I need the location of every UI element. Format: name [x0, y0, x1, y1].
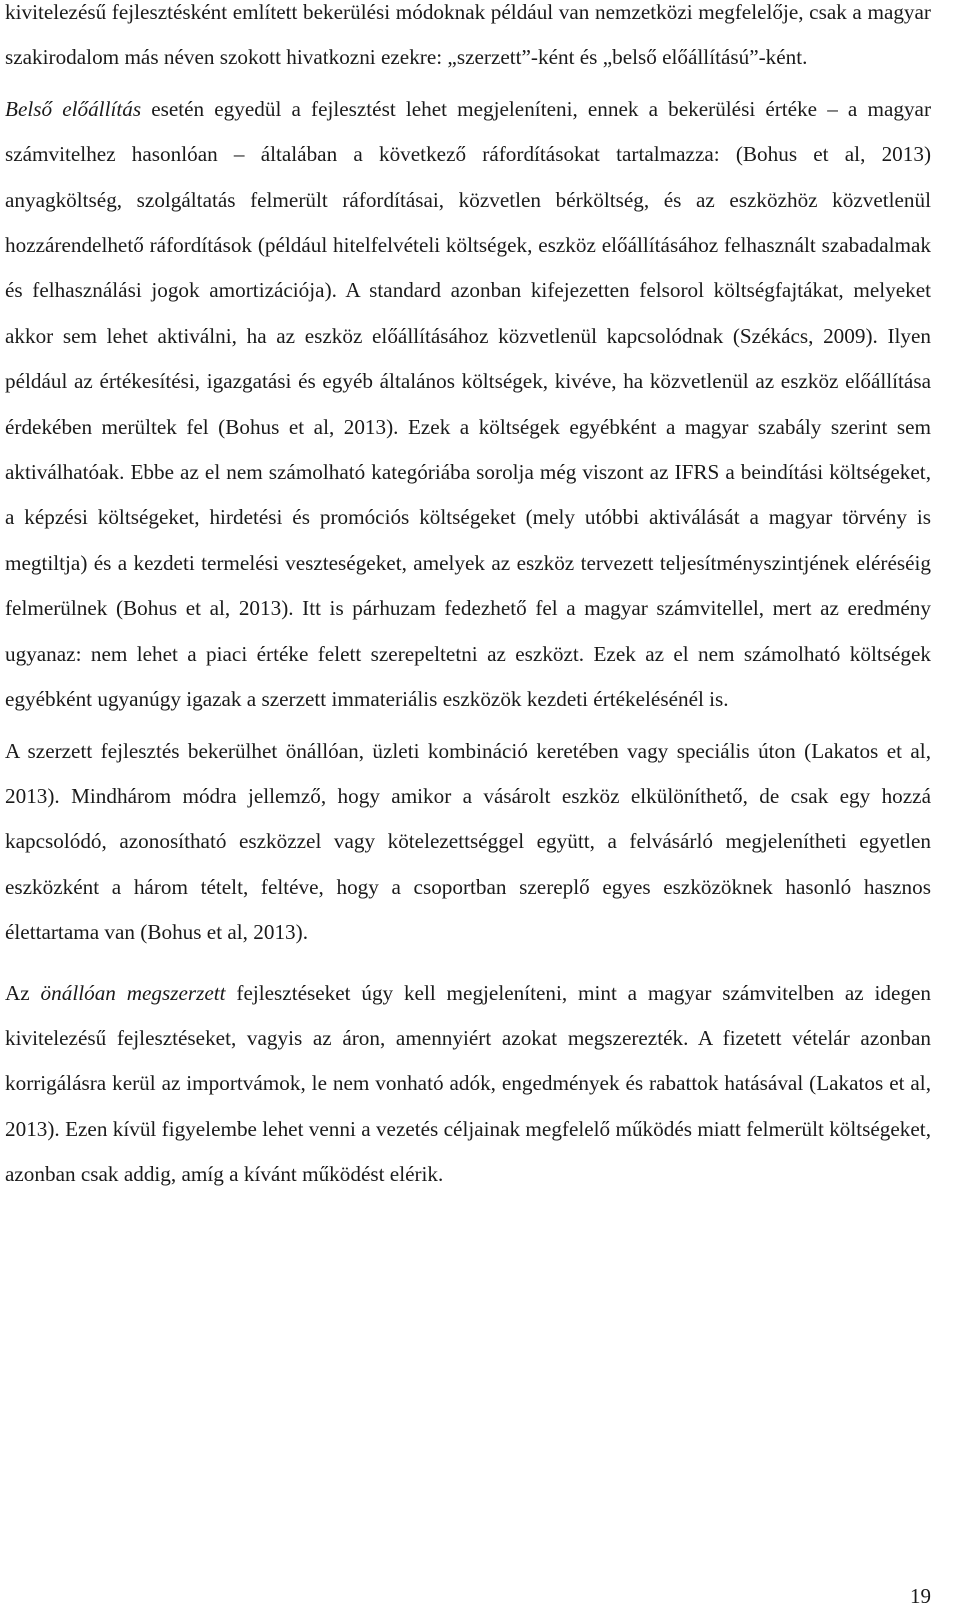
paragraph-1	[5, 0, 931, 81]
paragraph-text: Az	[5, 980, 41, 1005]
paragraph-4	[5, 971, 931, 1198]
paragraph-text: kivitelezésű fejlesztésként említett bekerülési módoknak például van nemzetközi megfelelője, csak a magyar szakirodalom más néven szokott hivatkozni ezekre: „szerzett”-ként és „belső előállítású”-ként.	[5, 0, 931, 70]
paragraph-text: A szerzett fejlesztés bekerülhet önállóan, üzleti kombináció keretében vagy speciális úton (Lakatos et al, 2013). Mindhárom módra jellemző, hogy amikor a vásárolt eszköz elkülöníthető, de csak egy hozzá kapcsolódó, azonosítható eszközzel vagy kötelezettséggel együtt, a felvásárló megjelenítheti egyetlen eszközként a három tételt, feltéve, hogy a csoportban szereplő egyes eszközöknek hasonló hasznos élettartama van (Bohus et al, 2013).	[5, 738, 931, 945]
paragraph-text: fejlesztéseket úgy kell megjeleníteni, mint a magyar számvitelben az idegen kivitelezésű fejlesztéseket, vagyis az áron, amennyiért azokat megszerezték. A fizetett vételár azonban korrigálásra kerül az importvámok, le nem vonható adók, engedmények és rabattok hatásával (Lakatos et al, 2013). Ezen kívül figyelembe lehet venni a vezetés céljainak megfelelő működés miatt felmerült költségeket, azonban csak addig, amíg a kívánt működést elérik.	[5, 980, 931, 1187]
italic-term: Belső előállítás	[5, 96, 142, 121]
document-page	[5, 0, 931, 1198]
italic-term: önállóan megszerzett	[40, 980, 226, 1005]
page-number: 19	[910, 1584, 931, 1608]
paragraph-text: esetén egyedül a fejlesztést lehet megjeleníteni, ennek a bekerülési értéke – a magyar számvitelhez hasonlóan – általában a következő ráfordításokat tartalmazza: (Bohus et al, 2013) anyagköltség, szolgáltatás felmerült ráfordításai, közvetlen bérköltség, és az eszközhöz közvetlenül hozzárendelhető ráfordítások (például hitelfelvételi költségek, eszköz előállításához felhasznált szabadalmak és felhasználási jogok amortizációja). A standard azonban kifejezetten felsorol költségfajtákat, melyeket akkor sem lehet aktiválni, ha az eszköz előállításához közvetlenül kapcsolódnak (Székács, 2009). Ilyen például az értékesítési, igazgatási és egyéb általános költségek, kivéve, ha közvetlenül az eszköz előállítása érdekében merültek fel (Bohus et al, 2013). Ezek a költségek egyébként a magyar szabály szerint sem aktiválhatóak. Ebbe az el nem számolható kategóriába sorolja még viszont az IFRS a beindítási költségeket, a képzési költségeket, hirdetési és promóciós költségeket (mely utóbbi aktiválását a magyar törvény is megtiltja) és a kezdeti termelési veszteségeket, amelyek az eszköz tervezett teljesítményszintjének eléréséig felmerülnek (Bohus et al, 2013). Itt is párhuzam fedezhető fel a magyar számvitellel, mert az eredmény ugyanaz: nem lehet a piaci értéke felett szerepeltetni az eszközt. Ezek az el nem számolható költségek egyébként ugyanúgy igazak a szerzett immateriális eszközök kezdeti értékelésénél is.	[5, 96, 932, 712]
paragraph-2	[5, 87, 931, 723]
paragraph-3	[5, 729, 931, 956]
